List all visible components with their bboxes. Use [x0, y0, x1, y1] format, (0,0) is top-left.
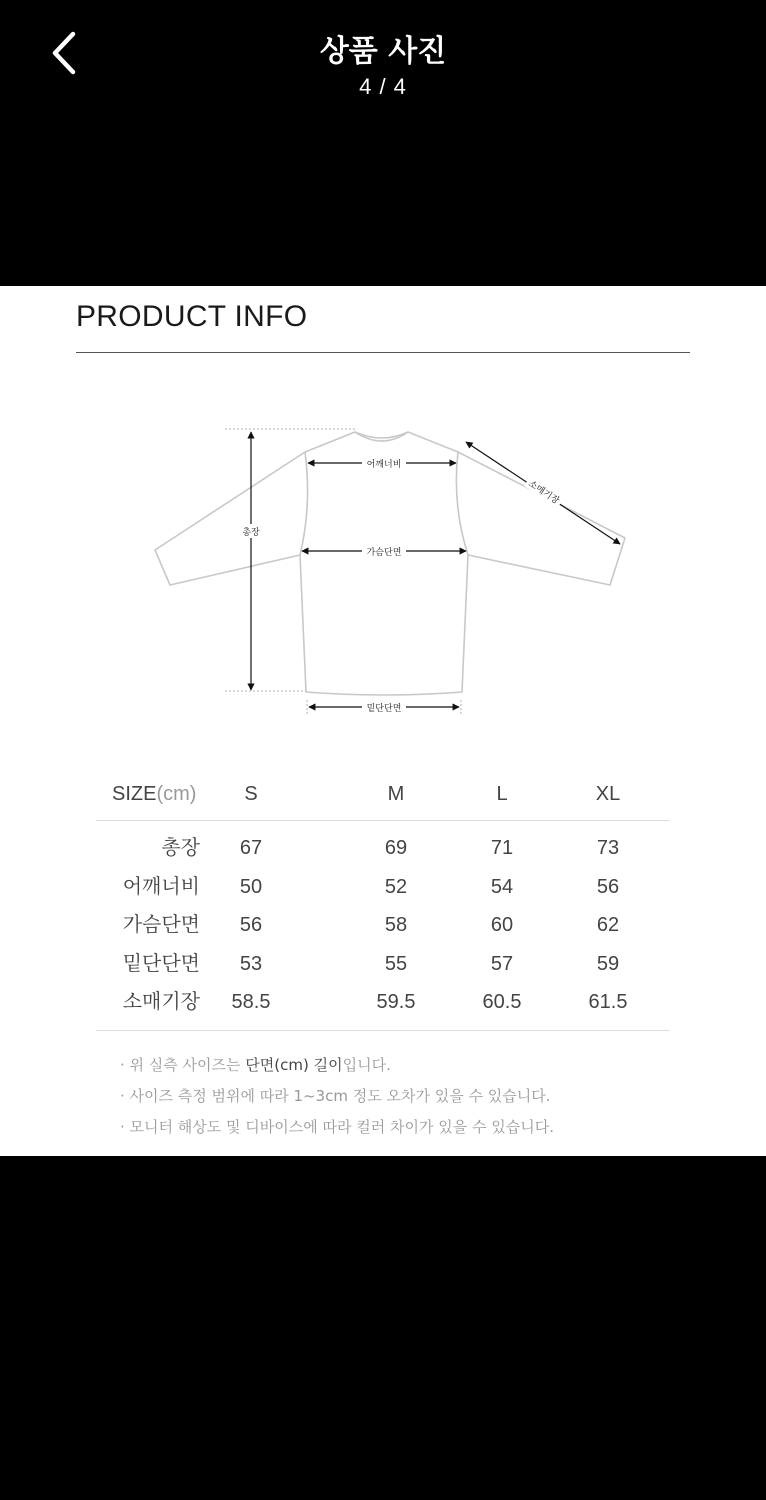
- row-label: 어깨너비: [122, 875, 200, 898]
- size-header-s: S: [244, 783, 258, 805]
- heading-divider: [76, 352, 690, 353]
- viewer-header: [0, 0, 766, 286]
- page-counter: 4 / 4: [359, 74, 407, 99]
- sweatshirt-outline: [155, 432, 625, 695]
- table-cell: 57: [490, 952, 514, 975]
- table-cell: 60.5: [482, 991, 522, 1013]
- table-cell: 69: [384, 837, 408, 859]
- row-label: 총장: [161, 837, 200, 859]
- table-cell: 59.5: [376, 991, 416, 1013]
- table-row: [96, 983, 670, 1022]
- size-header-l: L: [496, 783, 508, 805]
- label-length: 총장: [242, 528, 260, 538]
- table-row: [96, 945, 670, 984]
- table-cell: 56: [239, 914, 263, 936]
- size-unit-text: (cm): [156, 783, 197, 805]
- shoulder-dimension: [308, 456, 456, 470]
- table-cell: 67: [239, 837, 263, 859]
- table-cell: 59: [596, 952, 620, 975]
- table-cell: 52: [384, 875, 408, 898]
- table-cell: 56: [596, 875, 620, 898]
- table-cell: 50: [239, 875, 263, 898]
- table-header-row: [96, 772, 670, 821]
- table-row: [96, 829, 670, 868]
- size-diagram: [140, 410, 630, 730]
- table-cell: 73: [596, 837, 620, 859]
- product-info-heading: PRODUCT INFO: [76, 300, 308, 333]
- size-label-text: SIZE: [112, 783, 157, 805]
- label-shoulder: 어깨너비: [366, 460, 402, 470]
- label-sleeve: 소매기장: [526, 479, 561, 507]
- sleeve-dimension: [466, 442, 620, 544]
- size-notes: [120, 1050, 554, 1143]
- label-chest: 가슴단면: [366, 548, 402, 558]
- table-cell: 60: [490, 914, 514, 936]
- chest-dimension: [302, 544, 466, 558]
- table-cell: 53: [239, 952, 263, 975]
- row-label: 소매기장: [122, 991, 200, 1013]
- table-cell: 54: [490, 875, 514, 898]
- table-cell: 55: [384, 952, 408, 975]
- table-cell: 71: [490, 837, 514, 859]
- table-row: [96, 906, 670, 945]
- size-header-xl: XL: [595, 783, 621, 805]
- length-dimension: [225, 429, 355, 691]
- page-title: 상품 사진: [319, 34, 447, 69]
- table-cell: 61.5: [588, 991, 628, 1013]
- table-row: [96, 868, 670, 907]
- note-text: · 위 실측 사이즈는: [120, 1056, 246, 1074]
- note-color: · 모니터 해상도 및 디바이스에 따라 컬러 차이가 있을 수 있습니다.: [120, 1118, 554, 1136]
- row-label: 밑단단면: [122, 952, 200, 975]
- table-bottom-divider: [96, 1030, 670, 1031]
- size-column-label: [112, 772, 196, 816]
- note-emphasis: 단면(cm): [245, 1056, 309, 1074]
- label-hem: 밑단단면: [366, 704, 402, 714]
- note-text: 입니다.: [342, 1056, 391, 1074]
- size-table: [96, 772, 670, 1022]
- note-emphasis: 길이: [313, 1056, 343, 1074]
- note-measurement: [120, 1050, 554, 1081]
- note-tolerance: · 사이즈 측정 범위에 따라 1~3cm 정도 오차가 있을 수 있습니다.: [120, 1087, 551, 1105]
- table-cell: 58: [384, 914, 408, 936]
- row-label: 가슴단면: [122, 914, 200, 936]
- table-cell: 58.5: [231, 991, 271, 1013]
- table-cell: 62: [596, 914, 620, 936]
- size-header-m: M: [387, 783, 405, 805]
- hem-dimension: [307, 700, 461, 716]
